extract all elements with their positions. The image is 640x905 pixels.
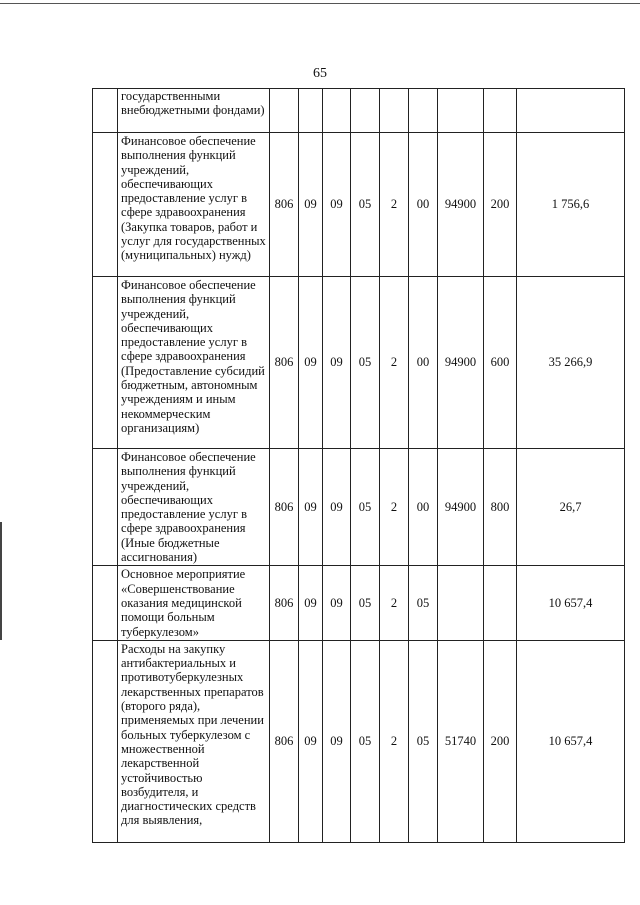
cs2-code-cell	[380, 89, 409, 133]
pr-code-cell: 09	[323, 277, 351, 449]
cs1-code-cell: 05	[351, 566, 380, 640]
index-cell	[93, 133, 118, 277]
rz-code-cell	[299, 89, 323, 133]
cs2-code-cell: 2	[380, 277, 409, 449]
cs1-code-cell: 05	[351, 277, 380, 449]
table-row	[93, 449, 625, 566]
table-row	[93, 133, 625, 277]
description-cell: Финансовое обеспечение выполнения функций учреждений, обеспечивающих предоставление услуг в сфере здравоохранения (Предоставление субсидий бюджетным, автономным учреждениям и иным некоммерческим организациям)	[118, 277, 270, 449]
vr-code-cell: 800	[484, 449, 517, 566]
pr-code-cell: 09	[323, 566, 351, 640]
cs1-code-cell: 05	[351, 449, 380, 566]
cs3-code-cell: 05	[409, 566, 438, 640]
vr-code-cell	[484, 566, 517, 640]
page-number: 65	[313, 66, 327, 81]
pr-code-cell: 09	[323, 133, 351, 277]
gr-code-cell: 806	[270, 449, 299, 566]
index-cell	[93, 640, 118, 842]
cs4-code-cell	[438, 566, 484, 640]
cs3-code-cell: 05	[409, 640, 438, 842]
pr-code-cell	[323, 89, 351, 133]
rz-code-cell: 09	[299, 277, 323, 449]
table-row	[93, 566, 625, 640]
vr-code-cell: 600	[484, 277, 517, 449]
description-cell: государственными внебюджетными фондами)	[118, 89, 270, 133]
description-cell: Расходы на закупку антибактериальных и противотуберкулезных лекарственных препаратов (второго ряда), применяемых при лечении больных туберкулезом с множественной лекарственной устойчивостью возбудителя, и диагностических средств для выявления,	[118, 640, 270, 842]
gr-code-cell: 806	[270, 277, 299, 449]
gr-code-cell: 806	[270, 133, 299, 277]
cs1-code-cell	[351, 89, 380, 133]
cs4-code-cell: 94900	[438, 133, 484, 277]
index-cell	[93, 277, 118, 449]
cs2-code-cell: 2	[380, 449, 409, 566]
description-cell: Финансовое обеспечение выполнения функций учреждений, обеспечивающих предоставление услуг в сфере здравоохранения (Закупка товаров, работ и услуг для государственных (муниципальных) нужд)	[118, 133, 270, 277]
vr-code-cell: 200	[484, 133, 517, 277]
vr-code-cell: 200	[484, 640, 517, 842]
rz-code-cell: 09	[299, 640, 323, 842]
pr-code-cell: 09	[323, 640, 351, 842]
cs1-code-cell: 05	[351, 133, 380, 277]
vr-code-cell	[484, 89, 517, 133]
cs4-code-cell: 51740	[438, 640, 484, 842]
cs3-code-cell	[409, 89, 438, 133]
amount-cell: 10 657,4	[517, 640, 625, 842]
description-cell: Основное мероприятие «Совершенствование оказания медицинской помощи больным туберкулезом»	[118, 566, 270, 640]
index-cell	[93, 449, 118, 566]
binding-mark	[0, 522, 2, 640]
cs3-code-cell: 00	[409, 133, 438, 277]
amount-cell: 35 266,9	[517, 277, 625, 449]
cs4-code-cell: 94900	[438, 277, 484, 449]
amount-cell	[517, 89, 625, 133]
top-rule	[0, 3, 640, 4]
cs2-code-cell: 2	[380, 640, 409, 842]
index-cell	[93, 89, 118, 133]
amount-cell: 26,7	[517, 449, 625, 566]
index-cell	[93, 566, 118, 640]
amount-cell: 1 756,6	[517, 133, 625, 277]
table-row	[93, 89, 625, 133]
cs4-code-cell	[438, 89, 484, 133]
description-cell: Финансовое обеспечение выполнения функций учреждений, обеспечивающих предоставление услуг в сфере здравоохранения (Иные бюджетные ассигнования)	[118, 449, 270, 566]
cs4-code-cell: 94900	[438, 449, 484, 566]
gr-code-cell: 806	[270, 566, 299, 640]
rz-code-cell: 09	[299, 449, 323, 566]
budget-table	[92, 88, 625, 843]
gr-code-cell	[270, 89, 299, 133]
amount-cell: 10 657,4	[517, 566, 625, 640]
cs3-code-cell: 00	[409, 277, 438, 449]
pr-code-cell: 09	[323, 449, 351, 566]
cs3-code-cell: 00	[409, 449, 438, 566]
table-row	[93, 640, 625, 842]
cs2-code-cell: 2	[380, 566, 409, 640]
rz-code-cell: 09	[299, 566, 323, 640]
cs2-code-cell: 2	[380, 133, 409, 277]
table-row	[93, 277, 625, 449]
gr-code-cell: 806	[270, 640, 299, 842]
cs1-code-cell: 05	[351, 640, 380, 842]
rz-code-cell: 09	[299, 133, 323, 277]
